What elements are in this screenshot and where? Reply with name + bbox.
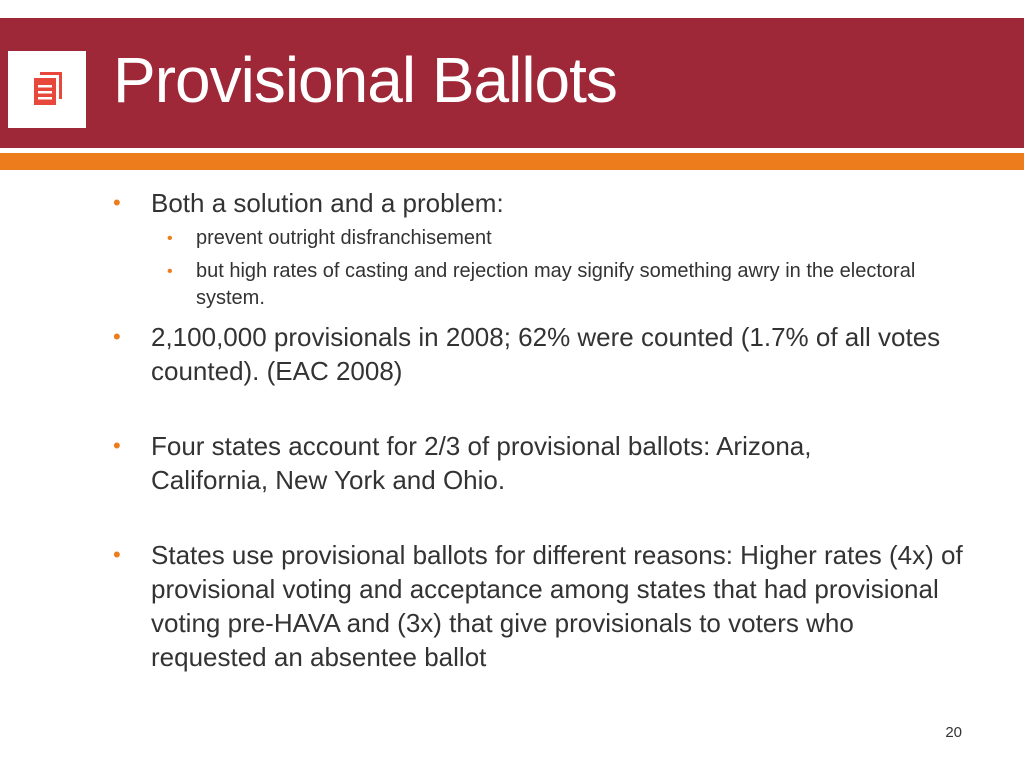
bullet-marker: • xyxy=(167,263,173,280)
sub-bullet-item xyxy=(167,258,956,312)
page-number: 20 xyxy=(945,724,962,741)
sub-bullet-item xyxy=(167,225,956,252)
bullet-item xyxy=(113,429,891,497)
bullet-item xyxy=(113,538,971,674)
slide-title: Provisional Ballots xyxy=(113,44,617,116)
bullet-marker: • xyxy=(113,190,121,215)
bullet-text: Four states account for 2/3 of provisional ballots: Arizona, California, New York and Ohio. xyxy=(151,431,812,495)
bullet-marker: • xyxy=(113,542,121,567)
bullet-marker: • xyxy=(113,433,121,458)
sub-bullet-text: prevent outright disfranchisement xyxy=(196,227,492,249)
bullet-item xyxy=(113,320,951,388)
documents-icon xyxy=(28,71,66,109)
bullet-text: 2,100,000 provisionals in 2008; 62% were counted (1.7% of all votes counted). (EAC 2008) xyxy=(151,322,941,386)
accent-bar xyxy=(0,153,1024,170)
bullet-item xyxy=(113,186,981,220)
bullet-marker: • xyxy=(113,324,121,349)
bullet-marker: • xyxy=(167,230,173,247)
bullet-text: States use provisional ballots for different reasons: Higher rates (4x) of provisional voting and acceptance among states that had provisional voting pre-HAVA and (3x) that give provisionals to voters who requested an absentee ballot xyxy=(151,540,963,672)
icon-box xyxy=(8,51,86,128)
sub-bullet-text: but high rates of casting and rejection may signify something awry in the electoral system. xyxy=(196,260,916,309)
bullet-text: Both a solution and a problem: xyxy=(151,188,504,218)
